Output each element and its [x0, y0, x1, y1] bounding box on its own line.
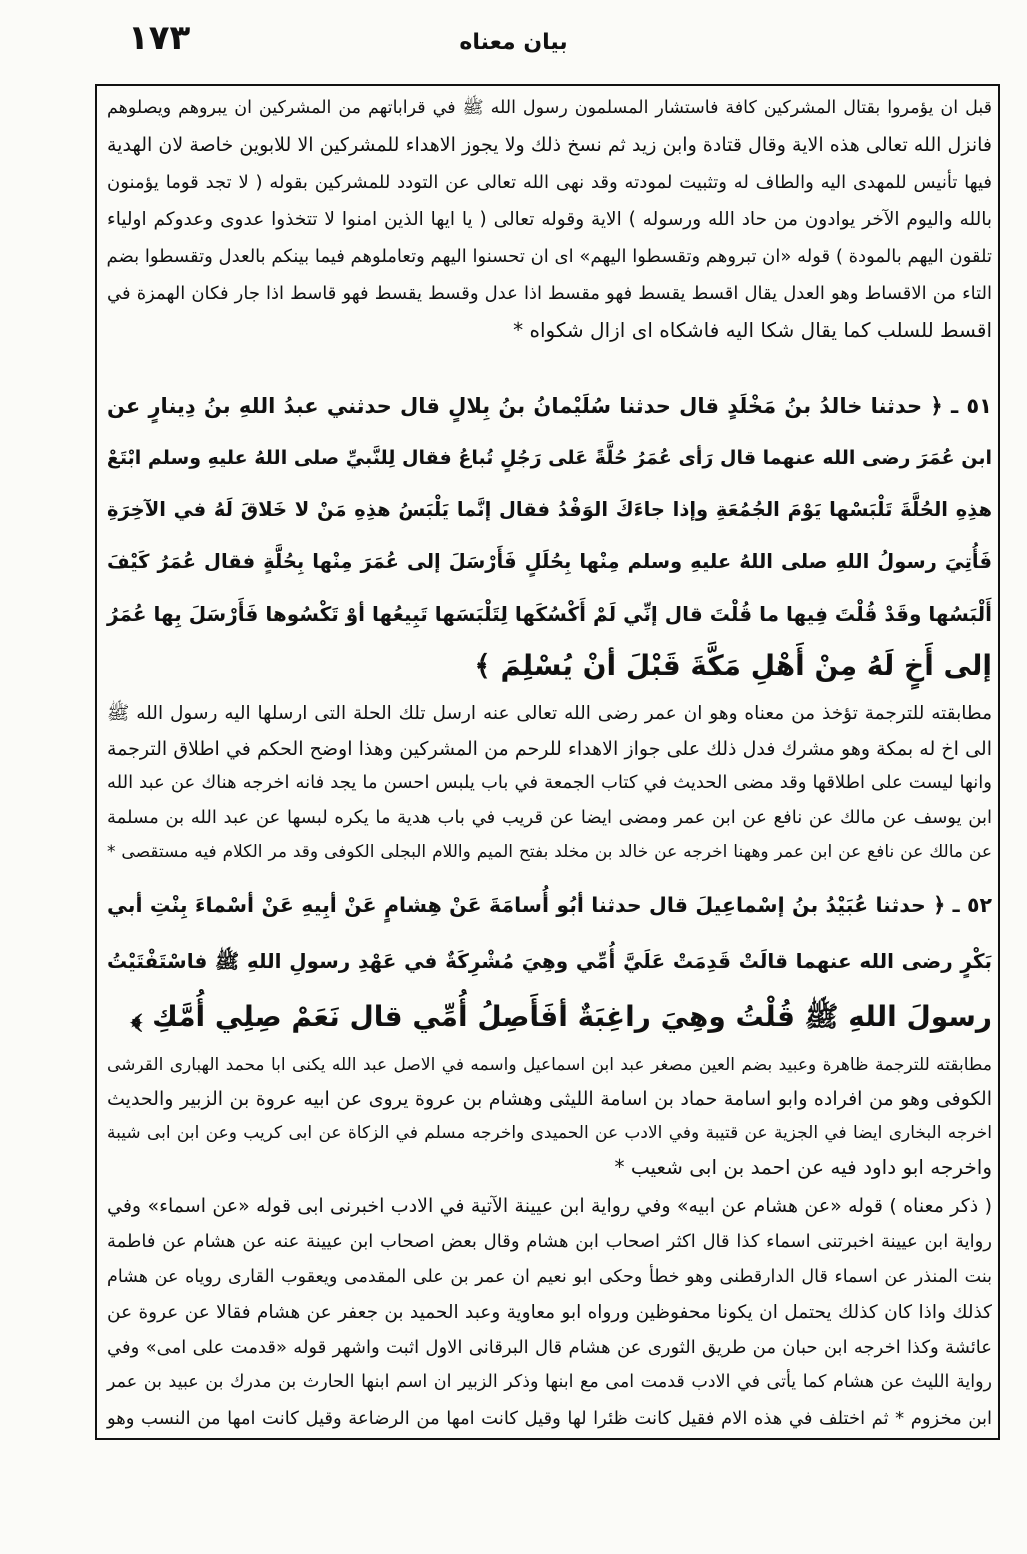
- line-text: فَأُتِيَ رسولُ اللهِ صلى اللهُ عليهِ وسلم مِنْها بِحُلَلٍ فَأَرْسَلَ إلى عُمَرَ مِنْها بِحُلَّةٍ فقال عُمَرُ كَيْفَ: [107, 550, 992, 573]
- line-text: قبل ان يؤمروا بقتال المشركين كافة فاستشار المسلمون رسول الله ﷺ في قراباتهم من المشركين ان يبروهم ويصلوهم: [107, 98, 992, 118]
- text-line: [105, 1330, 992, 1365]
- line-text: عن مالك عن نافع عن ابن عمر وههنا اخرجه عن خالد بن مخلد بفتح الميم واللام البجلى الكوفى وقد مر الكلام فيه مستقصى *: [107, 842, 992, 862]
- text-line: [105, 201, 992, 238]
- line-text: ابن عُمَرَ رضى الله عنهما قال رَأى عُمَرُ حُلَّةً عَلى رَجُلٍ تُباعُ فقال لِلنَّبيِّ صلى اللهُ عليهِ وسلم ابْتَعْ: [106, 447, 992, 469]
- text-line: [105, 312, 992, 349]
- line-text: رواية الليث عن هشام كما يأتى في الادب قدمت امى مع ابنها وذكر الزبير ان اسم ابنها الحارث بن مدرك بن عبيد بن عمر: [107, 1372, 992, 1393]
- page-number: ١٧٣: [128, 18, 191, 58]
- line-text: فانزل الله تعالى هذه الاية وقال قتادة وابن زيد ثم نسخ ذلك ولا يجوز الاهداء للمشركين الا للابوين خاصة لان الهدية: [107, 134, 992, 156]
- page-title: بيان معناه: [459, 30, 568, 55]
- line-text: أَلْبَسُها وقَدْ قُلْتَ فِيها ما قُلْتَ قال إنِّي لَمْ أَكْسُكَها لِتَلْبَسَها تَبِيعُها أوْ تَكْسُوها فَأَرْسَلَ بِها عُمَرُ: [107, 602, 992, 626]
- line-text: الكوفى وهو من افراده وابو اسامة حماد بن اسامة الليثى وهشام بن عروة يروى عن ابيه عروة بن الزبير والحديث: [107, 1088, 992, 1110]
- line-text: الى اخ له بمكة وهو مشرك فدل ذلك على جواز الاهداء للرحم من المشركين وهذا اوضح الحكم في اطلاق الترجمة: [107, 737, 992, 760]
- text-line: [105, 1116, 992, 1150]
- text-line: [105, 801, 992, 836]
- line-text: بَكْرٍ رضى الله عنهما قالَتْ قَدِمَتْ عَلَيَّ أُمِّي وهِيَ مُشْرِكَةٌ في عَهْدِ رسولِ اللهِ ﷺ فاسْتَفْتَيْتُ: [107, 949, 992, 973]
- line-text: رواية ابن عيينة اخبرتنى اسماء كذا قال اكثر اصحاب ابن هشام وقال بعض اصحاب ابن عيينة عنه عن هشام عن فاطمة: [107, 1231, 992, 1253]
- text-line: [105, 1150, 992, 1184]
- text-line: [105, 1224, 992, 1259]
- hadith-51: [105, 380, 992, 692]
- text-line: [105, 164, 992, 201]
- text-line: [105, 90, 992, 127]
- hadith-line: [105, 588, 992, 640]
- line-text: بنت المنذر عن اسماء قال الدارقطنى وهو خطأ وحكى ابو نعيم ان عمر بن على المقدمى ويعقوب القارى روياه عن هشام: [107, 1266, 992, 1287]
- hadith-line: [105, 432, 992, 484]
- line-text: ابن مخزوم * ثم اختلف في هذه الام فقيل كانت ظئرا لها وقيل كانت امها من الرضاعة وقيل كانت امها من النسب وهو: [107, 1407, 992, 1429]
- hadith-52: [105, 877, 992, 1045]
- text-line: [105, 1260, 992, 1295]
- hadith-line: [105, 989, 992, 1045]
- line-text: واخرجه ابو داود فيه عن احمد بن ابى شعيب *: [614, 1155, 992, 1179]
- line-text: وانها ليست على اطلاقها وقد مضى الحديث في كتاب الجمعة في باب يلبس احسن ما يجد فانه اخرجه هناك عن عبد الله: [107, 772, 992, 793]
- text-line: [105, 1365, 992, 1400]
- line-text: ابن يوسف عن مالك عن نافع عن ابن عمر ومضى ايضا عن قريب في باب هدية ما يكره لبسها عن عبد الله بن مسلمة: [107, 806, 992, 828]
- text-line: [105, 732, 992, 767]
- hadith-line: [105, 380, 992, 432]
- text-line: [105, 1082, 992, 1116]
- line-text: التاء من الاقساط وهو العدل يقال اقسط يقسط فهو مقسط اذا عدل وقسط يقسط فهو قاسط اذا جار فكان الهمزة في: [107, 283, 992, 304]
- line-text: ٥٢ ـ ﴿ حدثنا عُبَيْدُ بنُ إسْماعِيلَ قال حدثنا أبُو أُسامَةَ عَنْ هِشامٍ عَنْ أبِيهِ عَنْ أسْماءَ بِنْتِ أبي: [107, 893, 992, 917]
- line-text: رسولَ اللهِ ﷺ قُلْتُ وهِيَ راغِبَةٌ أفَأَصِلُ أُمِّي قال نَعَمْ صِلِي أُمَّكِ ﴾: [130, 1000, 992, 1033]
- text-frame: [95, 84, 1000, 1440]
- text-line: [105, 835, 992, 870]
- commentary-block-2: [105, 697, 992, 870]
- line-text: مطابقته للترجمة ظاهرة وعبيد بضم العين مصغر عبد ابن اسماعيل واسمه في الاصل عبد الله يكنى ابا محمد الهبارى القرشى: [107, 1055, 992, 1075]
- hadith-line: [105, 536, 992, 588]
- commentary-block-3: [105, 1048, 992, 1184]
- line-text: مطابقته للترجمة تؤخذ من معناه وهو ان عمر رضى الله تعالى عنه ارسل تلك الحلة التى ارسلها اليه رسول الله ﷺ: [107, 703, 992, 724]
- commentary-block-4: [105, 1189, 992, 1436]
- hadith-line: [105, 484, 992, 536]
- line-text: ( ذكر معناه ) قوله «عن هشام عن ابيه» وفي رواية ابن عيينة الآتية في الادب اخبرنى ابى قوله «عن اسماء» وفي: [107, 1195, 992, 1217]
- line-text: عائشة وكذا اخرجه ابن حبان من طريق الثورى عن هشام قال البرقانى الاول اثبت واشهر قوله «قدمت على امى» وفي: [107, 1337, 992, 1359]
- commentary-block-1: [105, 90, 992, 349]
- line-text: بالله واليوم الآخر يوادون من حاد الله ورسوله ) الاية وقوله تعالى ( يا ايها الذين امنوا لا تتخذوا عدوى وعدوكم اولياء: [107, 209, 992, 230]
- hadith-line: [105, 640, 992, 692]
- hadith-line: [105, 877, 992, 933]
- line-text: اقسط للسلب كما يقال شكا اليه فاشكاه اى ازال شكواه *: [513, 318, 992, 342]
- line-text: اخرجه البخارى ايضا في الجزية عن قتيبة وفي الادب عن الحميدى واخرجه مسلم في الزكاة عن ابى كريب وعن ابن ابى شيبة: [107, 1123, 992, 1143]
- text-line: [105, 1048, 992, 1082]
- text-line: [105, 238, 992, 275]
- line-text: فيها تأنيس للمهدى اليه والطاف له وتثبيت لمودته وقد نهى الله تعالى عن التودد للمشركين بقوله ( لا تجد قوما يؤمنون: [107, 172, 992, 193]
- line-text: هذِهِ الحُلَّةَ تَلْبَسْها يَوْمَ الجُمُعَةِ وإذا جاءَكَ الوَفْدُ فقال إنَّما يَلْبَسُ هذِهِ مَنْ لا خَلاقَ لَهُ في الآخِرَةِ: [107, 498, 992, 521]
- text-line: [105, 697, 992, 732]
- text-line: [105, 1401, 992, 1436]
- text-line: [105, 275, 992, 312]
- line-text: كذلك واذا كان كذلك يحتمل ان يكونا محفوظين ورواه ابو معاوية وعبد الحميد بن جعفر عن هشام فقالا عن عروة عن: [107, 1301, 992, 1323]
- line-text: ٥١ ـ ﴿ حدثنا خالدُ بنُ مَخْلَدٍ قال حدثنا سُلَيْمانُ بنُ بِلالٍ قال حدثني عبدُ اللهِ بنُ دِينارٍ عن: [107, 394, 992, 418]
- line-text: إلى أَخٍ لَهُ مِنْ أَهْلِ مَكَّةَ قَبْلَ أنْ يُسْلِمَ ﴾: [474, 649, 992, 682]
- text-line: [105, 127, 992, 164]
- text-line: [105, 766, 992, 801]
- text-line: [105, 1295, 992, 1330]
- line-text: تلقون اليهم بالمودة ) قوله «ان تبروهم وتقسطوا اليهم» اى ان تحسنوا اليهم وتعاملوهم فيما بينكم بالعدل وتقسطوا بضم: [106, 246, 992, 267]
- hadith-line: [105, 933, 992, 989]
- text-line: [105, 1189, 992, 1224]
